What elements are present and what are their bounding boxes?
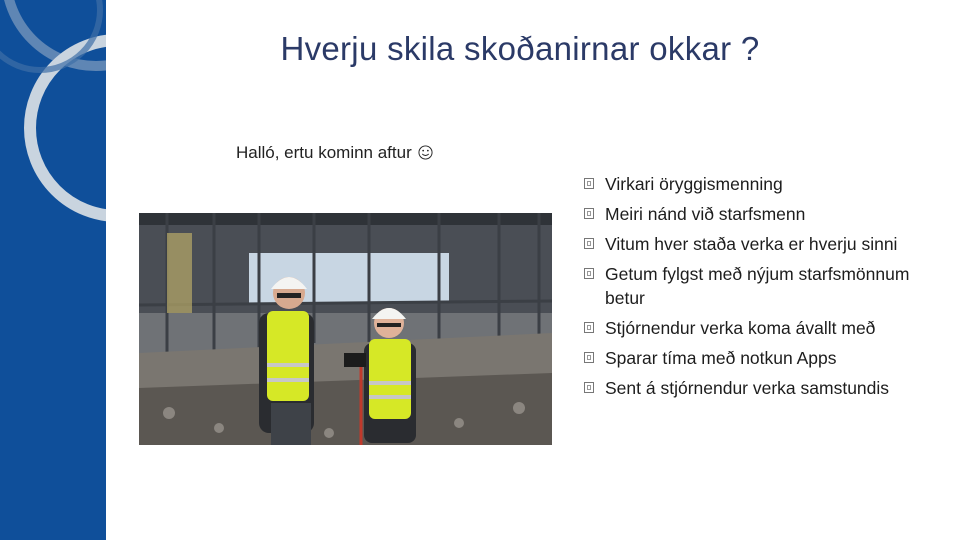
ring-decoration-icon (0, 0, 106, 540)
list-item: Virkari öryggismenning (584, 172, 954, 196)
box-bullet-icon (584, 238, 594, 249)
list-item: Vitum hver staða verka er hverju sinni (584, 232, 954, 256)
subtitle-text: Halló, ertu kominn aftur (236, 143, 412, 162)
box-bullet-icon (584, 382, 594, 393)
sidebar-decoration (0, 0, 106, 540)
smiley-icon (418, 145, 433, 160)
slide-subtitle (236, 143, 433, 163)
list-item: Sent á stjórnendur verka samstundis (584, 376, 954, 400)
box-bullet-icon (584, 352, 594, 363)
box-bullet-icon (584, 208, 594, 219)
list-item: Meiri nánd við starfsmenn (584, 202, 954, 226)
bullet-list (584, 172, 954, 406)
box-bullet-icon (584, 322, 594, 333)
slide-title: Hverju skila skoðanirnar okkar ? (280, 30, 760, 67)
construction-workers-photo (139, 213, 552, 445)
list-item: Sparar tíma með notkun Apps (584, 346, 954, 370)
list-item: Getum fylgst með nýjum starfsmönnum betur (584, 262, 954, 310)
box-bullet-icon (584, 268, 594, 279)
box-bullet-icon (584, 178, 594, 189)
list-item: Stjórnendur verka koma ávallt með (584, 316, 954, 340)
